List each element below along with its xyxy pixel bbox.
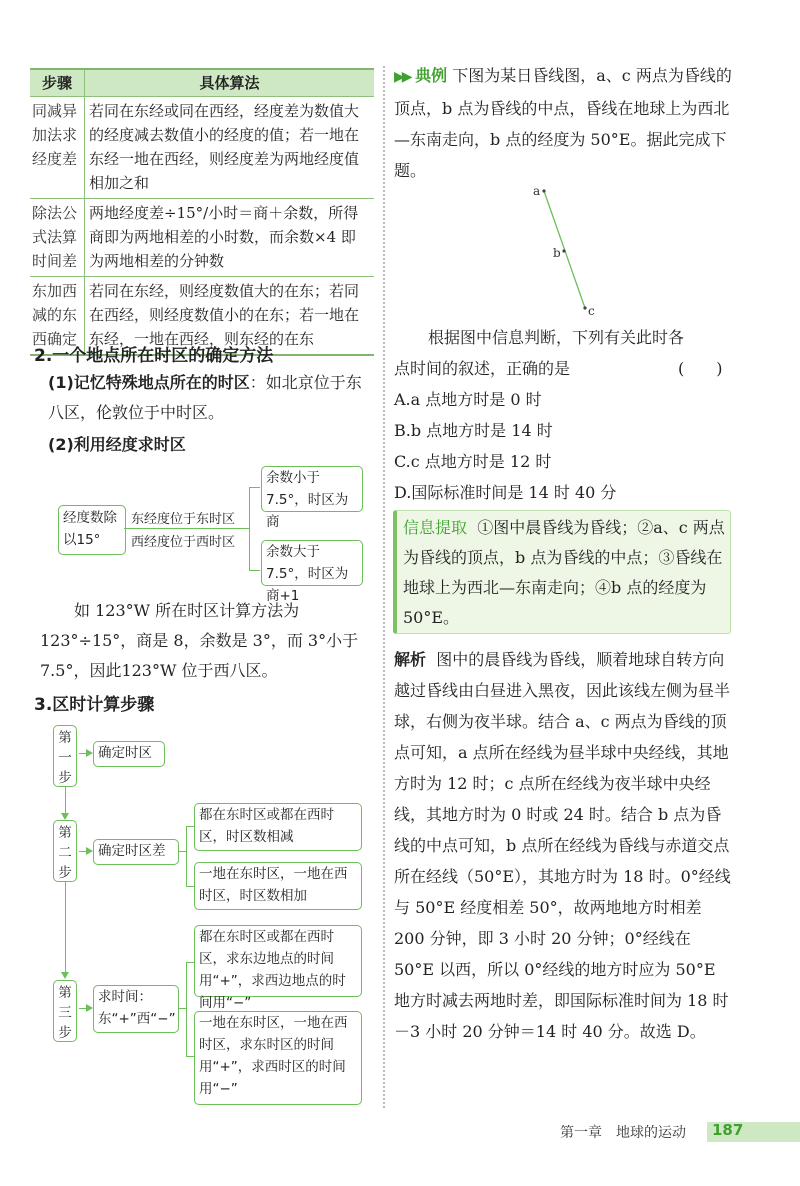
point-c	[583, 306, 586, 309]
step3-option-a: 都在东时区或都在西时区，求东边地点的时间用“+”，求西边地点的时间用“−”	[194, 925, 362, 997]
analysis-label: 解析	[394, 650, 427, 669]
option-d: D.国际标准时间是 14 时 40 分	[394, 483, 617, 502]
example-label-text: 典例	[415, 66, 448, 85]
chapter-title: 第一章 地球的运动	[560, 1125, 686, 1141]
analysis-text: 图中的晨昏线为昏线，顺着地球自转方向越过昏线由白昼进入黑夜，因此该线左侧为昼半球，右侧为夜半球。结合 a、c 两点为昏线的顶点可知，a 点所在经线为昼半球中央经线，其地方时为 12 时；c 点所在经线为夜半球中央经线，其地方时为 0 时或 24 时。结合 b 点为昏线的中点可知，b 点所在经线为昏线与赤道交点所在经线（50°E），其地方时为 18 时。0°经线与 50°E 经度相差 50°，故两地地方时相差 200 分钟，即 3 小时 20 分钟；0°经线在 50°E 以西，所以 0°经线的地方时应为 50°E 地方时减去两地时差，即国际标准时间为 18 时－3 小时 20 分钟＝14 时 40 分。故选 D。	[394, 650, 731, 1041]
page-number: 187	[712, 1121, 744, 1139]
step-2-box: 第二步	[53, 820, 77, 882]
arrow-down-icon	[61, 813, 69, 820]
algorithm-table	[30, 68, 374, 356]
label-b: b	[553, 246, 561, 260]
table-row	[30, 199, 374, 277]
label-c: c	[588, 304, 595, 318]
dusk-line-figure	[520, 178, 610, 323]
step3-branch-top	[186, 962, 194, 963]
info-label: 信息提取	[403, 518, 468, 537]
option-b: B.b 点地方时是 14 时	[394, 421, 553, 440]
step2-branch-bottom	[186, 886, 194, 887]
section3-title: 3.区时计算步骤	[34, 695, 155, 715]
diagram-lower-box: 余数大于7.5°，时区为商+1	[261, 540, 363, 586]
arrow-right-icon	[86, 847, 93, 855]
step3-option-b: 一地在东时区，一地在西时区，求东时区的时间用“+”，求西时区的时间用“−”	[194, 1011, 362, 1105]
info-text: ①图中晨昏线为昏线；②a、c 两点为昏线的顶点，b 点为昏线的中点；③昏线在地球上为西北—东南走向；④b 点的经度为 50°E。	[403, 518, 725, 627]
table-header-method: 具体算法	[85, 69, 375, 97]
section2-example: 如 123°W 所在时区计算方法为 123°÷15°，商是 8，余数是 3°，而 3°小于 7.5°，因此123°W 位于西八区。	[40, 601, 359, 680]
answer-paren: ( )	[678, 359, 723, 378]
diagram-upper-box: 余数小于7.5°，时区为商	[261, 466, 363, 512]
question-text: 根据图中信息判断，下列有关此时各点时间的叙述，正确的是	[394, 328, 685, 378]
step2-option-a: 都在东时区或都在西时区，时区数相减	[194, 803, 362, 851]
table-cell-step: 东加西减的东西确定	[30, 277, 85, 356]
step-3-box: 第三步	[53, 980, 77, 1042]
table-row	[30, 97, 374, 199]
point-b	[562, 249, 565, 252]
info-extraction-box	[393, 510, 731, 634]
point-a	[542, 189, 545, 192]
diagram-branch-bottom	[249, 570, 260, 571]
double-chevron-icon: ▶▶	[394, 69, 410, 85]
diagram-west-label: 西经度位于西时区	[131, 535, 236, 550]
arrow-right-icon	[86, 749, 93, 757]
step2-branch-connector	[178, 851, 186, 852]
table-cell-step: 同减异加法求经度差	[30, 97, 85, 199]
example-intro	[394, 60, 734, 186]
example-label	[394, 66, 447, 85]
table-cell-method: 两地经度差÷15°/小时＝商＋余数，所得商即为两地相差的小时数，而余数×4 即为两地相差的分钟数	[85, 199, 375, 277]
step2-text: 确定时区差	[93, 839, 179, 865]
step2-branch	[186, 826, 187, 886]
step3-branch-connector	[178, 1008, 186, 1009]
arrow-down-icon	[61, 972, 69, 979]
step2-branch-top	[186, 826, 194, 827]
analysis	[394, 644, 734, 1047]
section2-item2-label: (2)利用经度求时区	[48, 435, 186, 454]
label-a: a	[533, 184, 541, 198]
diagram-left-box: 经度数除以15°	[58, 505, 126, 555]
step2-option-b: 一地在东时区，一地在西时区，时区数相加	[194, 862, 362, 910]
section2-item1-label: (1)记忆特殊地点所在的时区	[48, 373, 250, 392]
section2-title: 2.一个地点所在时区的确定方法	[34, 346, 274, 366]
column-divider	[383, 66, 385, 1108]
diagram-connector	[124, 528, 249, 529]
step3-text: 求时间：东“+”西“−”	[93, 985, 179, 1033]
step3-branch	[186, 962, 187, 1056]
table-header-step: 步骤	[30, 69, 85, 97]
step-arrow-line	[65, 786, 66, 814]
section2-item1	[48, 368, 374, 428]
option-a: A.a 点地方时是 0 时	[394, 390, 542, 409]
example-text: 下图为某日昏线图，a、c 两点为昏线的顶点，b 点为昏线的中点，昏线在地球上为西北—东南走向，b 点的经度为 50°E。据此完成下题。	[394, 66, 732, 180]
step3-branch-bottom	[186, 1056, 194, 1057]
diagram-east-label: 东经度位于东时区	[131, 512, 236, 527]
step1-text: 确定时区	[93, 741, 165, 767]
section2-item1-text: ：如北京位于东八区，伦敦位于中时区。	[48, 373, 362, 422]
step-1-box: 第一步	[53, 725, 77, 787]
table-cell-step: 除法公式法算时间差	[30, 199, 85, 277]
table-cell-method: 若同在东经或同在西经，经度差为数值大的经度减去数值小的经度的值；若一地在东经一地在西经，则经度差为两地经度值相加之和	[85, 97, 375, 199]
arrow-right-icon	[86, 1004, 93, 1012]
table-cell-method: 若同在东经，则经度数值大的在东；若同在西经，则经度数值小的在东；若一地在东经，一地在西经，则东经的在东	[85, 277, 375, 356]
option-c: C.c 点地方时是 12 时	[394, 452, 552, 471]
diagram-branch-top	[249, 487, 260, 488]
diagram-branch	[249, 487, 250, 570]
step-arrow-line	[65, 881, 66, 973]
